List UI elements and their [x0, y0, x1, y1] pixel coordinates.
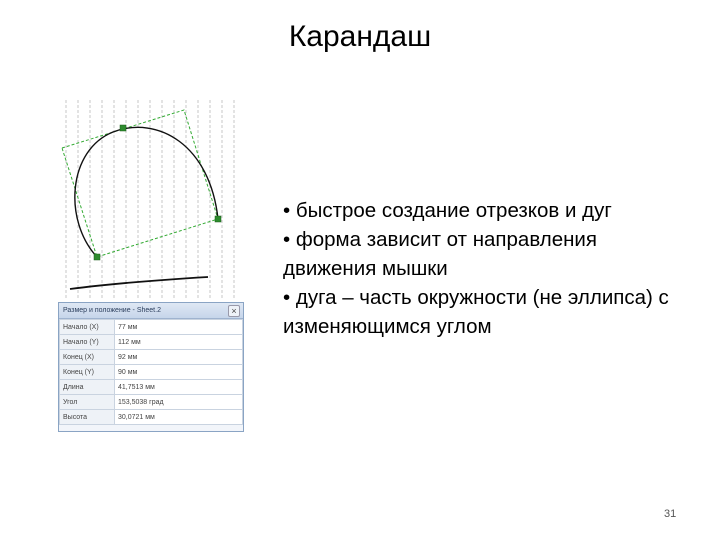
table-row: [60, 410, 243, 425]
panel-title-bar: [59, 303, 243, 319]
drawing-canvas[interactable]: [58, 100, 244, 300]
row-value[interactable]: 30,0721 мм: [115, 410, 243, 425]
arc-start-handle[interactable]: [94, 254, 100, 260]
row-label: Конец (X): [60, 350, 115, 365]
row-label: Начало (Y): [60, 335, 115, 350]
bullet-list: [283, 196, 693, 341]
page-number: 31: [664, 508, 677, 520]
table-row: [60, 350, 243, 365]
size-position-panel: [58, 302, 244, 432]
slide-title: Карандаш: [288, 20, 432, 53]
row-value[interactable]: 90 мм: [115, 365, 243, 380]
table-row: [60, 335, 243, 350]
drawing-area: [58, 100, 244, 300]
row-value[interactable]: 112 мм: [115, 335, 243, 350]
size-position-table: [59, 319, 243, 425]
arc-end-handle[interactable]: [215, 216, 221, 222]
panel-title: Размер и положение - Sheet.2: [63, 307, 161, 314]
vertical-guide-lines: [66, 100, 234, 300]
row-label: Конец (Y): [60, 365, 115, 380]
row-value[interactable]: 153,5038 град: [115, 395, 243, 410]
bullet-item: • форма зависит от направления движения мышки: [283, 228, 597, 280]
row-label: Начало (X): [60, 320, 115, 335]
table-row: [60, 320, 243, 335]
row-value[interactable]: 77 мм: [115, 320, 243, 335]
table-row: [60, 380, 243, 395]
row-label: Высота: [60, 410, 115, 425]
bullet-item: • дуга – часть окружности (не эллипса) с изменяющимся углом: [283, 286, 669, 338]
selection-box: [62, 110, 218, 257]
row-value[interactable]: 92 мм: [115, 350, 243, 365]
arc-shape[interactable]: [75, 127, 218, 257]
table-row: [60, 395, 243, 410]
bullet-item: • быстрое создание отрезков и дуг: [283, 199, 612, 222]
row-label: Угол: [60, 395, 115, 410]
row-value[interactable]: 41,7513 мм: [115, 380, 243, 395]
arc-mid-handle[interactable]: [120, 125, 126, 131]
close-icon[interactable]: ×: [228, 305, 240, 317]
row-label: Длина: [60, 380, 115, 395]
freehand-line[interactable]: [70, 277, 208, 289]
table-row: [60, 365, 243, 380]
